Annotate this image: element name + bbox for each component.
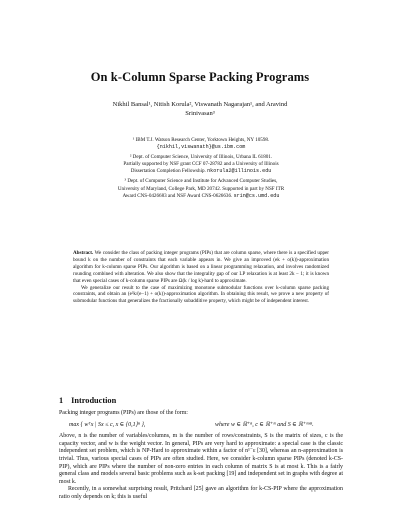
paper-title: On k-Column Sparse Packing Programs: [90, 70, 310, 84]
affiliation-line: [56, 193, 346, 200]
section-heading: [59, 396, 116, 405]
affiliation-line: ² Dept. of Computer Science, University of Illinois, Urbana IL 61801.: [129, 154, 273, 161]
authors-line: Srinivasan³: [185, 109, 215, 117]
affiliation-maryland: [56, 178, 346, 199]
equation: [59, 422, 343, 430]
affiliation-text: Award CNS-0426683 and NSF Award CNS-0626636.: [122, 192, 233, 199]
affiliation-illinois: [56, 154, 346, 175]
abstract-text: We consider the class of packing integer programs (PIPs) that are column sparse, where there is a specified upper bound k on the number of constraints that each variable appears in. We give an improved (ek + o(k))-approximation algorithm for k-column sparse PIPs. Our algorithm is based on a linear programming relaxation, and involves randomized rounding combined with alteration. We also show that the integrality gap of our LP relaxation is at least 2k − 1; it is known that even special cases of k-column sparse PIPs are Ω(k / log k)-hard to approximate.: [73, 250, 329, 284]
author-list: [48, 101, 352, 118]
affiliation-line: Partially supported by NSF grant CCF 07-28782 and a University of Illinois: [123, 161, 279, 168]
abstract-label: Abstract.: [73, 250, 94, 256]
body-text: [59, 410, 343, 502]
authors-line: Nikhil Bansal¹, Nitish Korula², Viswanath Nagarajan¹, and Aravind: [112, 101, 288, 108]
body-paragraph: Packing integer programs (PIPs) are those of the form:: [59, 410, 188, 416]
affiliation-text: Dissertation Completion Fellowship.: [130, 168, 206, 175]
section-title: Introduction: [71, 396, 117, 405]
abstract-paragraph: [73, 250, 329, 285]
affiliation-email: nkorula2@illinois.edu: [207, 168, 272, 175]
affiliation-line: University of Maryland, College Park, MD 20742. Supported in part by NSF ITR: [117, 185, 285, 192]
body-paragraph: Recently, in a somewhat surprising result, Pritchard [25] gave an algorithm for k-CS-PIP where the approximation ratio only depends on k; this is useful: [59, 486, 343, 500]
abstract-paragraph: We generalize our result to the case of maximizing monotone submodular functions over k-column sparse packing constraints, and obtain an (e²k/(e−1) + o(k))-approximation algorithm. In obtaining this result, we prove a new property of submodular functions that generalizes the fractionally subadditive property, which might be of independent interest.: [73, 284, 329, 305]
abstract: [73, 250, 329, 305]
affiliation-ibm: [56, 137, 346, 151]
equation-objective: max { wᵀx | Sx ≤ c, x ∈ {0,1}ⁿ },: [69, 421, 146, 428]
equation-domain: where w ∈ ℝ⁺ⁿ, c ∈ ℝ⁺ᵐ and S ∈ ℝ⁺ᵐˣⁿ.: [215, 421, 314, 428]
affiliations: [56, 137, 346, 203]
affiliation-email: {nikhil,viswanath}@us.ibm.com: [156, 144, 246, 151]
section-number: 1: [59, 396, 64, 405]
affiliation-line: ¹ IBM T.J. Watson Research Center, Yorktown Heights, NY 10598.: [132, 137, 270, 143]
affiliation-line: ³ Dept. of Computer Science and Institute for Advanced Computer Studies,: [124, 178, 278, 185]
affiliation-line: [56, 168, 346, 175]
affiliation-email: srin@cs.umd.edu: [233, 192, 280, 199]
body-paragraph: Above, n is the number of variables/columns, m is the number of rows/constraints, S is the matrix of sizes, c is the capacity vector, and w is the weight vector. In general, PIPs are very hard to approximate: a special case is the classic independent set problem, which is NP-Hard to approximate within a factor of n¹⁻ε [30], whereas an n-approximation is trivial. Thus, various special cases of PIPs are often studied. Here, we consider k-column sparse PIPs (denoted k-CS-PIP), which are PIPs where the number of non-zero entries in each column of matrix S is at most k. This is a fairly general class and models several basic problems such as k-set packing [19] and independent set in graphs with degree at most k.: [59, 433, 343, 485]
